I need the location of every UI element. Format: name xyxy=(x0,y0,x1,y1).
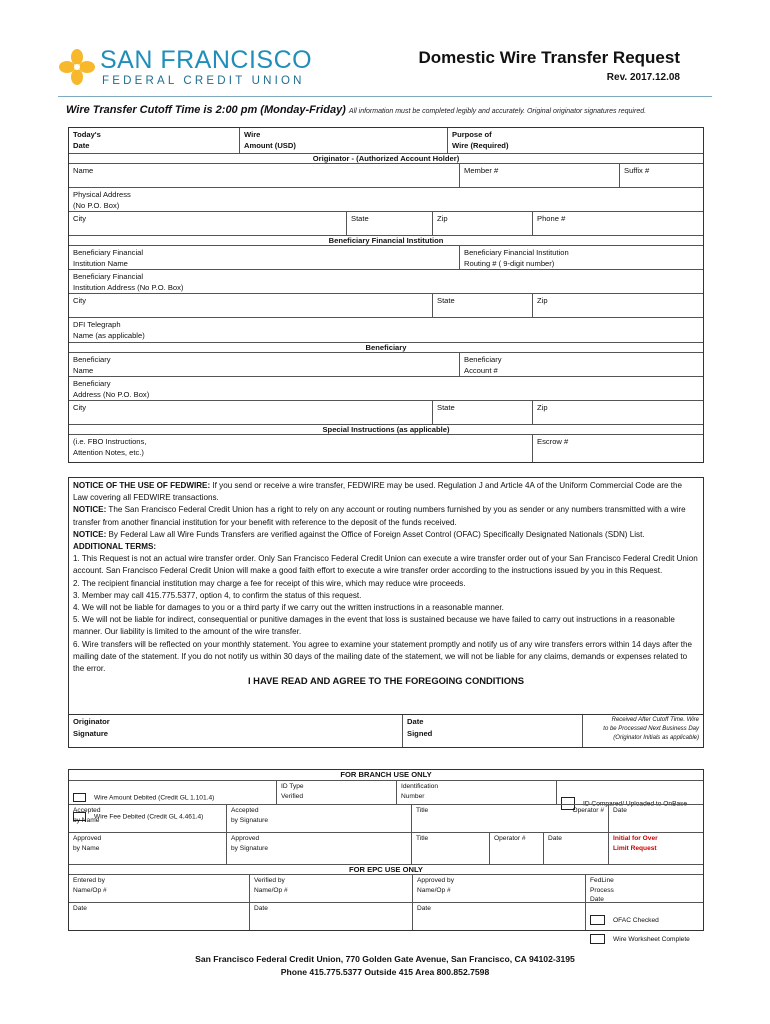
beneficiary-state-field[interactable]: State xyxy=(432,401,532,424)
todays-date-field[interactable]: Today's Date xyxy=(73,130,101,150)
amount-debited-item[interactable] xyxy=(73,793,272,803)
bfi-city-field[interactable]: City xyxy=(73,296,87,305)
form-row-ben-city xyxy=(69,400,703,424)
wire-amount-field[interactable]: Wire Amount (USD) xyxy=(239,128,447,153)
terms-notice xyxy=(68,477,704,748)
epc-section-header: FOR EPC USE ONLY xyxy=(69,864,703,874)
term-item: 2. The recipient financial institution may charge a fee for receipt of this wire, which may reduce wire proceeds. xyxy=(73,578,466,588)
ofac-checked-label: OFAC Checked xyxy=(613,916,659,924)
cutoff-note: All information must be completed legibly and accurately. Original originator signatures required. xyxy=(348,108,647,115)
form-row-address xyxy=(69,187,703,211)
id-type-field[interactable]: ID Type Verified xyxy=(276,781,396,804)
cutoff-heading: Wire Transfer Cutoff Time is 2:00 pm (Monday-Friday) xyxy=(66,104,346,116)
term-item: 4. We will not be liable for damages to you or a third party if we carry out the written instructions in a reasonable manner. xyxy=(73,603,504,613)
worksheet-complete-checkbox[interactable] xyxy=(590,934,605,944)
special-instructions-field[interactable]: (i.e. FBO Instructions, Attention Notes, etc.) xyxy=(73,437,147,457)
amount-debited-checkbox[interactable] xyxy=(73,793,86,802)
form-row-name xyxy=(69,163,703,187)
verified-by-field[interactable]: Verified by Name/Op # xyxy=(249,875,412,902)
dfi-telegraph-field[interactable]: DFI Telegraph Name (as applicable) xyxy=(73,320,145,340)
ofac-notice xyxy=(73,529,699,541)
sfcu-logo xyxy=(58,44,313,92)
city-field[interactable]: City xyxy=(73,214,87,223)
amount-debited-label: Wire Amount Debited (Credit GL 1.101.4) xyxy=(94,793,215,801)
fedwire-text: If you send or receive a wire transfer, FEDWIRE may be used. Regulation J and Article 4A of the Uniform Commercial Code are the Law covering all FEDWIRE transactions. xyxy=(73,481,683,503)
approved-title-field[interactable]: Title xyxy=(411,833,489,864)
purpose-field[interactable]: Purpose of Wire (Required) xyxy=(447,128,703,153)
form-row-ben-name xyxy=(69,352,703,376)
branch-row-accepted xyxy=(69,804,703,832)
suffix-number-field[interactable]: Suffix # xyxy=(619,164,703,187)
worksheet-complete-label: Wire Worksheet Complete xyxy=(613,936,690,943)
ofac-checked-item[interactable] xyxy=(590,915,699,925)
epc-checkboxes xyxy=(585,903,703,943)
operator-number-field[interactable]: Operator # xyxy=(572,807,604,814)
physical-address-field[interactable]: Physical Address (No P.O. Box) xyxy=(73,190,131,210)
title-field[interactable]: Title xyxy=(411,805,515,832)
form-row-date-amount xyxy=(69,128,703,153)
term-item: 1. This Request is not an actual wire transfer order. Only San Francisco Federal Credit Union can execute a wire transfer order out of your San Francisco Federal Credit Union account. San Francisco Federal Credit Union will make a good faith effort to execute a wire transfer order according to the instructions issued by you in this Request. xyxy=(73,554,698,576)
branch-row-approved xyxy=(69,832,703,864)
beneficiary-address-field[interactable]: Beneficiary Address (No P.O. Box) xyxy=(73,379,150,399)
bfi-section-header: Beneficiary Financial Institution xyxy=(69,235,703,245)
form-row-bfi-name xyxy=(69,245,703,269)
term-item: 5. We will not be liable for indirect, consequential or punitive damages in the event that loss is sustained because we have failed to carry out instructions in a reasonable manner. Our liability is limited to the amount of the wire transfer. xyxy=(73,615,675,637)
approved-operator-field[interactable]: Operator # xyxy=(489,833,543,864)
document-title: Domestic Wire Transfer Request xyxy=(418,48,680,67)
special-section-header: Special Instructions (as applicable) xyxy=(69,424,703,434)
notice1-text: The San Francisco Federal Credit Union has a right to rely on any account or routing numbers furnished by you as sender or any numbers transmitted with a wire transfer from another financial institution for your benefit with reference to the deposit of the funds received. xyxy=(73,505,686,527)
after-cutoff-initials-field[interactable]: Received After Cutoff Time. Wire to be Processed Next Business Day (Originator Initials as applicable) xyxy=(582,715,703,747)
approved-by-op-field[interactable]: Approved by Name/Op # xyxy=(412,875,585,902)
verified-date-field[interactable]: Date xyxy=(249,903,412,930)
bfi-address-field[interactable]: Beneficiary Financial Institution Address (No P.O. Box) xyxy=(73,272,184,292)
notice2-text: By Federal Law all Wire Funds Transfers are verified against the Office of Foreign Asset Control (OFAC) Specifically Designated Nationals (SDN) List. xyxy=(106,529,645,539)
header-divider xyxy=(58,96,712,97)
term-item: 3. Member may call 415.775.5377, option 4, to confirm the status of this request. xyxy=(73,590,362,600)
term-item: 6. Wire transfers will be reflected on your monthly statement. You agree to examine your statement promptly and notify us of any wire transfers errors within 14 days after the mailing date of the statement. If you do not notify us within 30 days of the mailing date of the statement, we will not be liable for any claims, demands or expenses related to the error. xyxy=(73,639,693,674)
id-compared-label: ID Compared/ Uploaded to OnBase xyxy=(583,799,688,807)
escrow-field[interactable]: Escrow # xyxy=(532,435,703,462)
form-row-special xyxy=(69,434,703,462)
epc-row-dates xyxy=(69,902,703,943)
document-revision: Rev. 2017.12.08 xyxy=(606,72,680,83)
signature-row xyxy=(68,714,704,748)
originator-name-field[interactable]: Name xyxy=(73,166,94,175)
form-row-ben-address xyxy=(69,376,703,400)
entered-by-field[interactable]: Entered by Name/Op # xyxy=(73,877,107,894)
fedline-process-date-field[interactable]: FedLine Process Date xyxy=(585,875,703,902)
state-field[interactable]: State xyxy=(346,212,432,235)
accepted-by-signature-field[interactable]: Accepted by Signature xyxy=(226,805,411,832)
approved-date-field[interactable]: Date xyxy=(543,833,608,864)
footer-phone: Phone 415.775.5377 Outside 415 Area 800.852.7598 xyxy=(280,967,490,977)
epc-row-names xyxy=(69,874,703,902)
wire-request-form xyxy=(68,127,704,463)
bfi-state-field[interactable]: State xyxy=(432,294,532,317)
id-number-field[interactable]: Identification Number xyxy=(396,781,556,804)
form-row-city xyxy=(69,211,703,235)
fedwire-notice xyxy=(73,480,699,504)
agreement-statement: I HAVE READ AND AGREE TO THE FOREGOING CONDITIONS xyxy=(247,675,525,687)
bfi-name-field[interactable]: Beneficiary Financial Institution Name xyxy=(73,248,144,268)
form-row-dfi xyxy=(69,317,703,342)
beneficiary-account-field[interactable]: Beneficiary Account # xyxy=(459,353,703,376)
form-row-bfi-city xyxy=(69,293,703,317)
approved-op-date-field[interactable]: Date xyxy=(412,903,585,930)
notice1-label: NOTICE: xyxy=(73,505,107,515)
phone-field[interactable]: Phone # xyxy=(532,212,703,235)
bfi-zip-field[interactable]: Zip xyxy=(532,294,703,317)
worksheet-complete-item[interactable] xyxy=(590,934,699,944)
beneficiary-zip-field[interactable]: Zip xyxy=(532,401,703,424)
reliance-notice xyxy=(73,504,699,528)
fee-debited-label: Wire Fee Debited (Credit GL 4.461.4) xyxy=(94,813,204,820)
branch-use-section xyxy=(68,769,704,943)
approved-by-signature-field[interactable]: Approved by Signature xyxy=(226,833,411,864)
beneficiary-section-header: Beneficiary xyxy=(69,342,703,352)
ofac-checked-checkbox[interactable] xyxy=(590,915,605,925)
member-number-field[interactable]: Member # xyxy=(459,164,619,187)
originator-section-header: Originator - (Authorized Account Holder) xyxy=(69,153,703,163)
over-limit-initials-field[interactable]: Initial for Over Limit Request xyxy=(608,833,703,864)
footer-address: San Francisco Federal Credit Union, 770 Golden Gate Avenue, San Francisco, CA 94102-3195 xyxy=(195,954,575,964)
additional-terms-label: ADDITIONAL TERMS: xyxy=(73,542,157,552)
date-signed-field[interactable]: Date Signed xyxy=(402,715,582,747)
form-header xyxy=(58,40,698,96)
entered-date-field[interactable]: Date xyxy=(73,905,87,912)
approved-by-name-field[interactable]: Approved by Name xyxy=(73,835,102,852)
accepted-date-field[interactable]: Date xyxy=(608,805,703,832)
additional-terms-heading xyxy=(73,541,699,553)
notice2-label: NOTICE: xyxy=(73,529,107,539)
id-compared-item[interactable] xyxy=(556,781,703,807)
logo-name: SAN FRANCISCO xyxy=(100,46,313,74)
bfi-routing-field[interactable]: Beneficiary Financial Institution Routing # ( 9-digit number) xyxy=(459,246,703,269)
form-row-bfi-address xyxy=(69,269,703,293)
flower-logo-icon xyxy=(58,48,96,86)
fedwire-label: NOTICE OF THE USE OF FEDWIRE: xyxy=(73,481,211,490)
logo-subtitle: FEDERAL CREDIT UNION xyxy=(102,75,305,87)
beneficiary-name-field[interactable]: Beneficiary Name xyxy=(73,355,111,375)
originator-signature-field[interactable]: Originator Signature xyxy=(73,717,110,738)
branch-section-header: FOR BRANCH USE ONLY xyxy=(69,770,703,780)
beneficiary-city-field[interactable]: City xyxy=(73,403,87,412)
zip-field[interactable]: Zip xyxy=(432,212,532,235)
cutoff-line xyxy=(66,104,706,116)
accepted-by-name-field[interactable]: Accepted by Name xyxy=(73,807,101,824)
